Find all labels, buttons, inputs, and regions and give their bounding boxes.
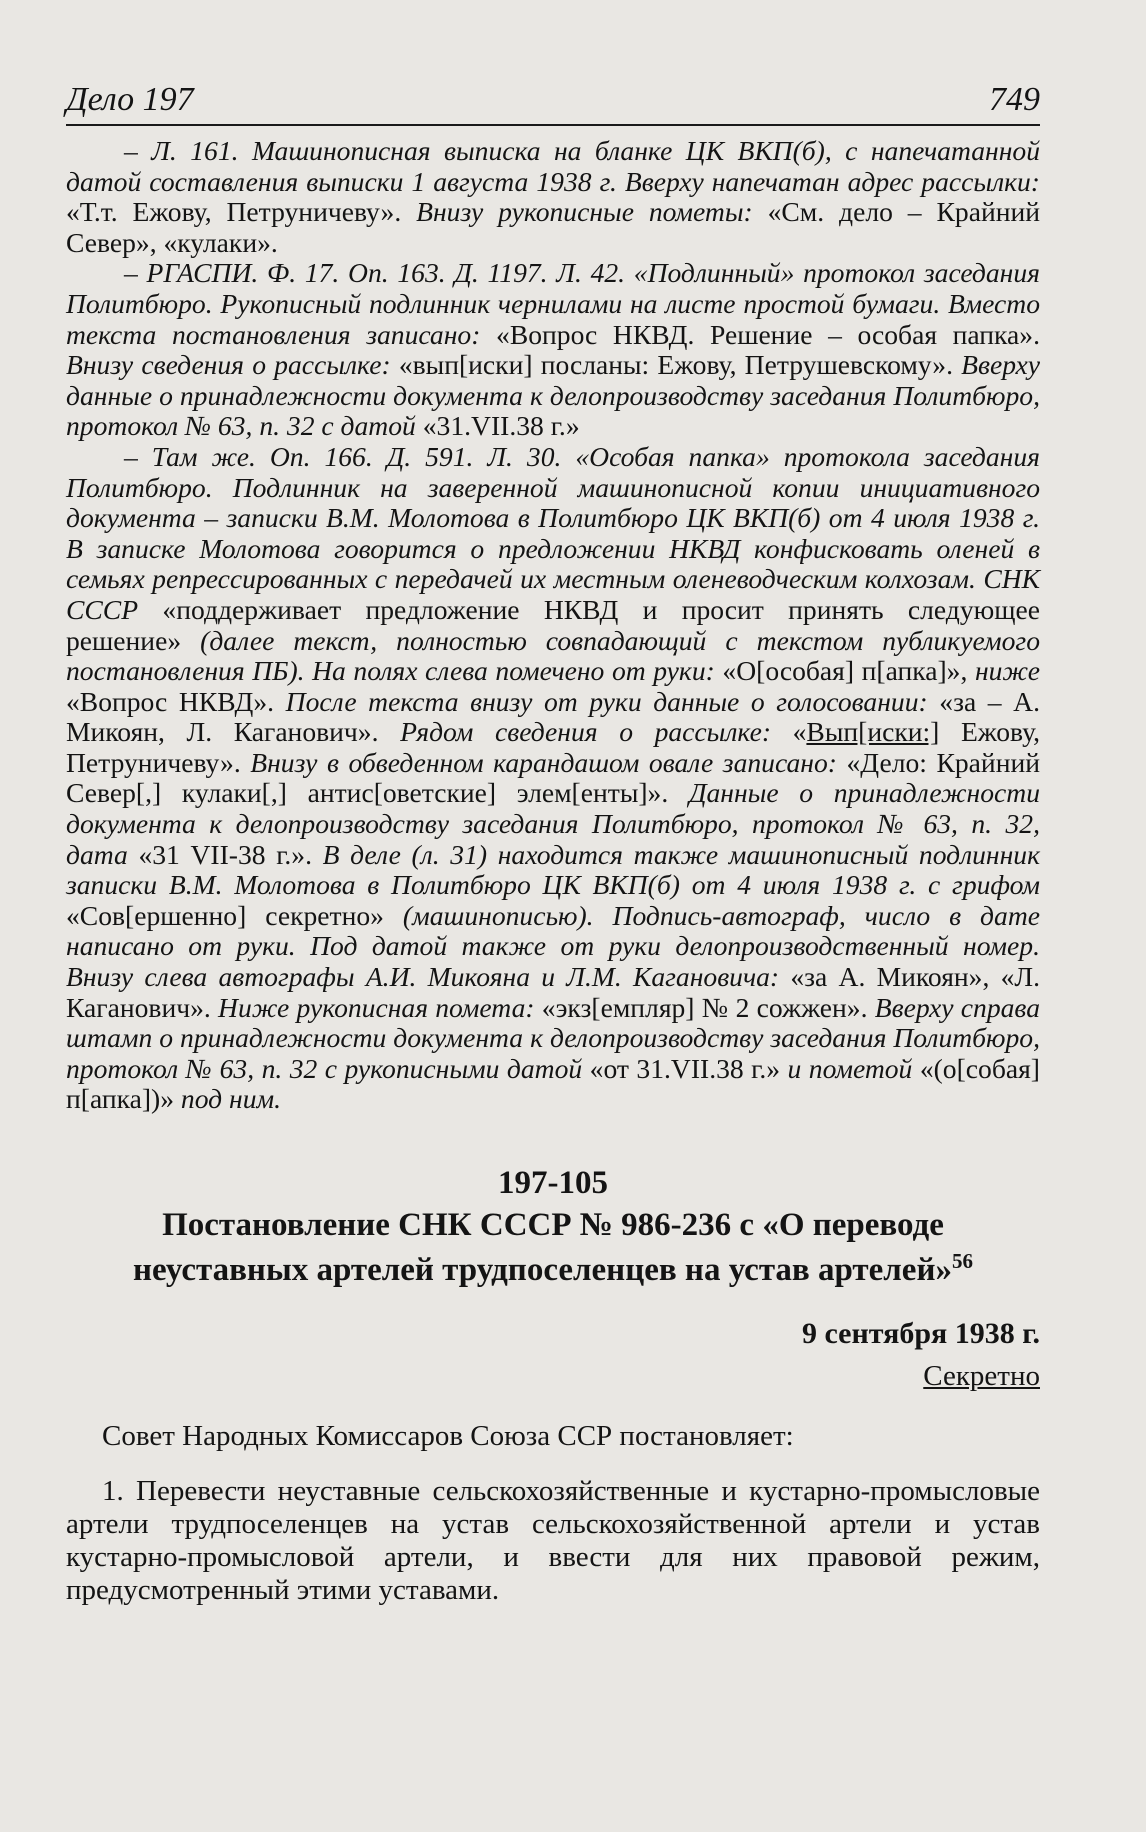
note-run: «экз[емпляр] № 2 сожжен». — [541, 991, 875, 1023]
note-run: Вып[иски:] — [806, 716, 940, 748]
note-run: «31.VII.38 г.» — [422, 410, 580, 442]
document-body — [66, 1420, 1040, 1607]
running-head-section: Дело 197 — [66, 81, 194, 118]
document-date: 9 сентября 1938 г. — [801, 1317, 1040, 1350]
note-run: После текста внизу от руки данные о голосовании: — [285, 685, 940, 717]
page-number: 749 — [989, 81, 1040, 118]
archival-note — [66, 136, 1040, 258]
clause-1: 1. Перевести неуставные сельскохозяйственные и кустарно-промысловые артели трудпоселенцев на устав сельскохозяйственной артели и устав кустарно-промысловой артели, и ввести для них правовой режим, предусмотренный этими уставами. — [66, 1475, 1040, 1606]
classification-label: Секретно — [923, 1360, 1040, 1392]
note-run: ниже — [974, 655, 1040, 687]
note-run: «поддерживает предложение НКВД и просит принять следующее решение» — [66, 593, 1041, 656]
note-run: Ежову, Петруничеву». — [66, 716, 1041, 778]
note-run: «Сов[ершенно] секретно» — [66, 899, 403, 931]
note-run: « — [792, 716, 807, 748]
note-run: Внизу в обведенном карандашом овале записано: — [250, 746, 847, 778]
archival-note — [66, 442, 1040, 1115]
note-run: – Там же. Оп. 166. Д. 591. Л. 30. «Особая папка» протокола заседания Политбюро. Подлинник на заверенной машинописной копии инициативного документа – записки В.М. Молотова в Политбюро ЦК ВКП(б) от 4 июля 1938 г. В записке Молотова говорится о предложении НКВД конфисковать оленей в семьях репрессированных с передачей их местным оленеводческим колхозам. СНК СССР — [66, 440, 1040, 625]
archival-notes — [66, 136, 1040, 1115]
archival-note — [66, 258, 1040, 442]
note-run: «Т.т. Ежову, Петруничеву». — [66, 196, 417, 228]
note-run: «Вопрос НКВД. Решение – особая папка». — [496, 318, 1040, 350]
note-run: В деле (л. 31) находится также машинописный подлинник записки В.М. Молотова в Политбюро ЦК ВКП(б) от 4 июля 1938 г. с грифом — [66, 838, 1040, 901]
note-run: Ниже рукописная помета: — [218, 991, 542, 1023]
note-run: «за А. Микоян», «Л. Каганович». — [66, 961, 1040, 1023]
document-title — [66, 1207, 1040, 1288]
note-run: – Л. 161. Машинописная выписка на бланке ЦК ВКП(б), с напечатанной датой составления выписки 1 августа 1938 г. Вверху напечатан адрес рассылки: — [66, 135, 1040, 197]
note-run: Вверху справа штамп о принадлежности документа к делопроизводству заседания Политбюро, протокол № 63, п. 32 с рукописными датой — [66, 991, 1041, 1084]
document-number: 197-105 — [498, 1165, 608, 1201]
note-run: Вверху данные о принадлежности документа к делопроизводству заседания Политбюро, протокол № 63, п. 32 с датой — [66, 349, 1040, 442]
note-run: (машинописью). Подпись-автограф, число в дате написано от руки. Под датой также от руки делопроизводственный номер. Внизу слева автографы А.И. Микояна и Л.М. Кагановича: — [66, 899, 1040, 993]
note-run: «от 31.VII.38 г.» — [589, 1052, 788, 1084]
note-run: Данные о принадлежности документа к делопроизводству заседания Политбюро, протокол № 63, п. 32, дата — [66, 777, 1041, 870]
note-run: «Вопрос НКВД». — [66, 685, 286, 717]
note-run: Внизу сведения о рассылке: — [66, 349, 399, 381]
note-run: (далее текст, полностью совпадающий с текстом публикуемого постановления ПБ). На полях слева помечено от руки: — [66, 624, 1040, 687]
note-run: «31 VII-38 г.». — [138, 838, 323, 870]
note-run: и пометой — [787, 1052, 920, 1084]
preamble: Совет Народных Комиссаров Союза ССР постановляет: — [102, 1420, 794, 1452]
document-title-text: Постановление СНК СССР № 986-236 с «О переводе неуставных артелей трудпоселенцев на устав артелей» — [133, 1207, 952, 1288]
note-run: Внизу рукописные пометы: — [416, 196, 768, 228]
note-run: «за – А. Микоян, Л. Каганович». — [66, 685, 1041, 748]
running-head — [66, 78, 1040, 120]
header-rule — [66, 124, 1040, 126]
footnote-reference: 56 — [951, 1249, 973, 1273]
note-run: «См. дело – Крайний Север», «кулаки». — [66, 196, 1041, 258]
note-run: Рядом сведения о рассылке: — [400, 716, 793, 748]
classification-mark — [66, 1358, 1040, 1394]
note-run: «(о[собая] п[апка])» — [66, 1052, 1040, 1115]
note-run: – РГАСПИ. Ф. 17. Оп. 163. Д. 1197. Л. 42. «Подлинный» протокол заседания Политбюро. Рукописный подлинник чернилами на листе простой бумаги. Вместо текста постановления записано: — [66, 257, 1040, 350]
document-header — [66, 1165, 1040, 1288]
note-run: «О[особая] п[апка]», — [722, 655, 975, 687]
note-run: под ним. — [180, 1083, 282, 1115]
note-run: «Дело: Крайний Север[,] кулаки[,] антис[оветские] элем[енты]». — [66, 746, 1040, 809]
note-run: «вып[иски] посланы: Ежову, Петрушевскому». — [398, 349, 962, 381]
